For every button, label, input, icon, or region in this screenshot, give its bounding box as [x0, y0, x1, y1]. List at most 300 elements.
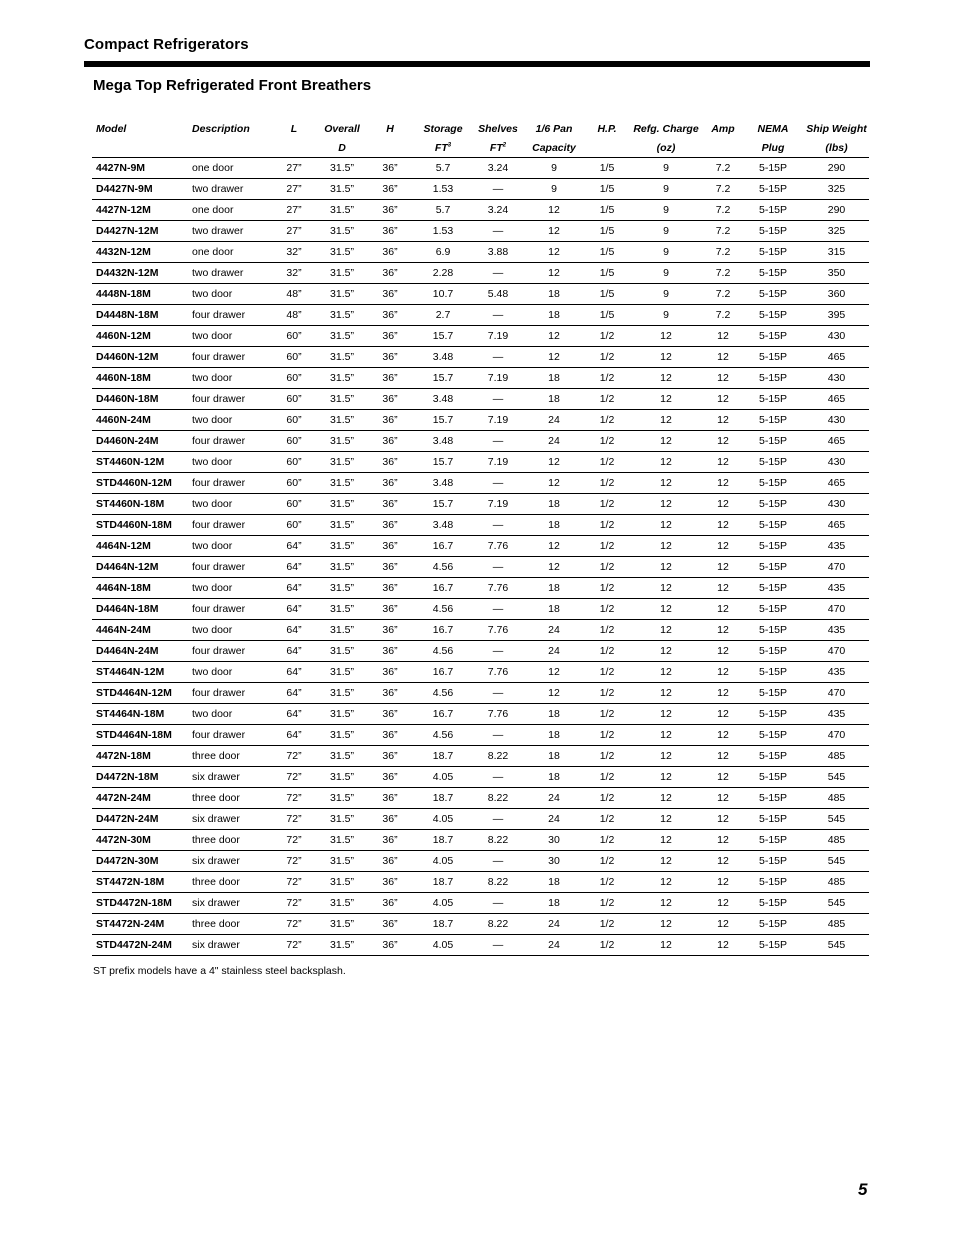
cell-nema-plug: 5-15P	[742, 893, 804, 914]
cell-nema-plug: 5-15P	[742, 473, 804, 494]
cell-h: 36”	[368, 515, 412, 536]
table-row	[92, 662, 869, 683]
cell-model: 4427N-9M	[92, 158, 188, 179]
cell-pan-capacity: 18	[522, 578, 586, 599]
cell-pan-capacity: 12	[522, 452, 586, 473]
cell-hp: 1/2	[586, 389, 628, 410]
cell-l: 64”	[272, 578, 316, 599]
cell-h: 36”	[368, 473, 412, 494]
cell-storage: 3.48	[412, 431, 474, 452]
cell-refg-charge: 9	[628, 200, 704, 221]
cell-pan-capacity: 18	[522, 284, 586, 305]
col-header-storage: Storage	[423, 122, 463, 135]
cell-ship-weight: 485	[804, 914, 869, 935]
cell-storage: 15.7	[412, 494, 474, 515]
table-row	[92, 767, 869, 788]
cell-model: STD4460N-18M	[92, 515, 188, 536]
cell-refg-charge: 12	[628, 893, 704, 914]
cell-hp: 1/2	[586, 725, 628, 746]
table-row	[92, 746, 869, 767]
cell-ship-weight: 545	[804, 893, 869, 914]
cell-l: 60”	[272, 515, 316, 536]
cell-shelves: —	[474, 851, 522, 872]
cell-nema-plug: 5-15P	[742, 683, 804, 704]
cell-hp: 1/2	[586, 872, 628, 893]
cell-pan-capacity: 24	[522, 410, 586, 431]
cell-l: 72”	[272, 809, 316, 830]
cell-pan-capacity: 24	[522, 914, 586, 935]
cell-description: two door	[188, 284, 272, 305]
cell-refg-charge: 12	[628, 704, 704, 725]
col-subheader-l	[272, 138, 316, 158]
cell-ship-weight: 465	[804, 431, 869, 452]
cell-model: 4427N-12M	[92, 200, 188, 221]
cell-shelves: —	[474, 641, 522, 662]
cell-amp: 7.2	[704, 179, 742, 200]
cell-ship-weight: 290	[804, 200, 869, 221]
cell-description: two door	[188, 704, 272, 725]
table-row	[92, 704, 869, 725]
cell-storage: 3.48	[412, 515, 474, 536]
cell-h: 36”	[368, 746, 412, 767]
col-header-pan: 1/6 Pan	[535, 122, 573, 135]
header-row-1	[92, 119, 869, 138]
table-row	[92, 158, 869, 179]
cell-pan-capacity: 12	[522, 662, 586, 683]
cell-refg-charge: 12	[628, 809, 704, 830]
cell-ship-weight: 430	[804, 494, 869, 515]
cell-pan-capacity: 12	[522, 326, 586, 347]
cell-l: 72”	[272, 830, 316, 851]
cell-amp: 12	[704, 725, 742, 746]
storage-superscript: 3	[447, 142, 452, 148]
cell-shelves: 8.22	[474, 830, 522, 851]
cell-hp: 1/2	[586, 704, 628, 725]
cell-l: 72”	[272, 914, 316, 935]
cell-storage: 16.7	[412, 620, 474, 641]
cell-h: 36”	[368, 326, 412, 347]
cell-ship-weight: 350	[804, 263, 869, 284]
cell-hp: 1/2	[586, 935, 628, 956]
cell-model: STD4472N-24M	[92, 935, 188, 956]
cell-pan-capacity: 12	[522, 683, 586, 704]
table-row	[92, 557, 869, 578]
cell-h: 36”	[368, 305, 412, 326]
col-subheader-amp	[704, 138, 742, 158]
cell-nema-plug: 5-15P	[742, 641, 804, 662]
table-row	[92, 305, 869, 326]
cell-overall-d: 31.5”	[316, 305, 368, 326]
col-header-model: Model	[96, 122, 127, 135]
cell-l: 64”	[272, 662, 316, 683]
cell-refg-charge: 12	[628, 515, 704, 536]
cell-ship-weight: 485	[804, 872, 869, 893]
cell-amp: 7.2	[704, 242, 742, 263]
col-subheader-shelves	[474, 138, 522, 158]
cell-nema-plug: 5-15P	[742, 284, 804, 305]
cell-l: 32”	[272, 242, 316, 263]
cell-nema-plug: 5-15P	[742, 326, 804, 347]
cell-shelves: 3.24	[474, 200, 522, 221]
cell-l: 64”	[272, 557, 316, 578]
cell-refg-charge: 12	[628, 935, 704, 956]
cell-description: three door	[188, 872, 272, 893]
cell-overall-d: 31.5”	[316, 851, 368, 872]
cell-amp: 12	[704, 536, 742, 557]
cell-amp: 12	[704, 473, 742, 494]
cell-ship-weight: 470	[804, 557, 869, 578]
table-row	[92, 536, 869, 557]
table-body	[92, 158, 869, 956]
cell-ship-weight: 545	[804, 767, 869, 788]
cell-refg-charge: 12	[628, 536, 704, 557]
cell-ship-weight: 485	[804, 746, 869, 767]
cell-l: 48”	[272, 284, 316, 305]
cell-amp: 7.2	[704, 158, 742, 179]
cell-overall-d: 31.5”	[316, 641, 368, 662]
cell-storage: 18.7	[412, 872, 474, 893]
cell-nema-plug: 5-15P	[742, 851, 804, 872]
cell-refg-charge: 9	[628, 242, 704, 263]
cell-overall-d: 31.5”	[316, 347, 368, 368]
cell-amp: 12	[704, 788, 742, 809]
cell-hp: 1/2	[586, 830, 628, 851]
cell-shelves: 7.76	[474, 704, 522, 725]
cell-storage: 4.05	[412, 809, 474, 830]
cell-overall-d: 31.5”	[316, 431, 368, 452]
cell-shelves: 7.76	[474, 620, 522, 641]
cell-hp: 1/2	[586, 599, 628, 620]
cell-nema-plug: 5-15P	[742, 767, 804, 788]
cell-nema-plug: 5-15P	[742, 305, 804, 326]
cell-amp: 12	[704, 683, 742, 704]
cell-shelves: —	[474, 347, 522, 368]
cell-description: four drawer	[188, 641, 272, 662]
cell-l: 60”	[272, 410, 316, 431]
cell-model: D4464N-18M	[92, 599, 188, 620]
cell-model: D4464N-12M	[92, 557, 188, 578]
cell-description: two door	[188, 410, 272, 431]
cell-h: 36”	[368, 578, 412, 599]
table-row	[92, 809, 869, 830]
cell-nema-plug: 5-15P	[742, 158, 804, 179]
cell-description: four drawer	[188, 473, 272, 494]
cell-model: ST4464N-18M	[92, 704, 188, 725]
cell-description: two drawer	[188, 263, 272, 284]
cell-refg-charge: 12	[628, 599, 704, 620]
cell-model: STD4464N-12M	[92, 683, 188, 704]
table-row	[92, 368, 869, 389]
footnote: ST prefix models have a 4" stainless steel backsplash.	[93, 965, 346, 977]
cell-hp: 1/5	[586, 179, 628, 200]
cell-refg-charge: 12	[628, 725, 704, 746]
cell-model: ST4460N-12M	[92, 452, 188, 473]
table-row	[92, 620, 869, 641]
cell-description: four drawer	[188, 347, 272, 368]
cell-nema-plug: 5-15P	[742, 830, 804, 851]
cell-ship-weight: 485	[804, 830, 869, 851]
cell-h: 36”	[368, 221, 412, 242]
cell-storage: 2.28	[412, 263, 474, 284]
table-row	[92, 494, 869, 515]
cell-description: two door	[188, 662, 272, 683]
cell-description: six drawer	[188, 893, 272, 914]
cell-nema-plug: 5-15P	[742, 242, 804, 263]
col-header-overall: Overall	[324, 122, 360, 135]
cell-model: D4432N-12M	[92, 263, 188, 284]
cell-amp: 12	[704, 914, 742, 935]
cell-refg-charge: 12	[628, 767, 704, 788]
cell-storage: 10.7	[412, 284, 474, 305]
cell-pan-capacity: 12	[522, 347, 586, 368]
cell-l: 32”	[272, 263, 316, 284]
cell-overall-d: 31.5”	[316, 599, 368, 620]
cell-refg-charge: 12	[628, 494, 704, 515]
cell-shelves: —	[474, 263, 522, 284]
cell-overall-d: 31.5”	[316, 914, 368, 935]
cell-nema-plug: 5-15P	[742, 452, 804, 473]
cell-shelves: 7.19	[474, 368, 522, 389]
cell-h: 36”	[368, 725, 412, 746]
cell-overall-d: 31.5”	[316, 494, 368, 515]
cell-nema-plug: 5-15P	[742, 704, 804, 725]
cell-overall-d: 31.5”	[316, 872, 368, 893]
cell-storage: 16.7	[412, 536, 474, 557]
cell-l: 72”	[272, 767, 316, 788]
cell-shelves: —	[474, 767, 522, 788]
cell-refg-charge: 9	[628, 179, 704, 200]
cell-amp: 12	[704, 452, 742, 473]
cell-h: 36”	[368, 368, 412, 389]
cell-l: 60”	[272, 389, 316, 410]
cell-l: 72”	[272, 788, 316, 809]
cell-shelves: —	[474, 305, 522, 326]
cell-storage: 4.56	[412, 725, 474, 746]
cell-nema-plug: 5-15P	[742, 536, 804, 557]
cell-model: 4460N-18M	[92, 368, 188, 389]
cell-l: 64”	[272, 704, 316, 725]
cell-pan-capacity: 12	[522, 263, 586, 284]
cell-description: two door	[188, 494, 272, 515]
cell-amp: 12	[704, 515, 742, 536]
cell-l: 64”	[272, 620, 316, 641]
table-row	[92, 599, 869, 620]
cell-description: four drawer	[188, 515, 272, 536]
cell-description: two door	[188, 326, 272, 347]
col-header-ship-weight: Ship Weight	[806, 122, 867, 135]
table-row	[92, 263, 869, 284]
cell-storage: 18.7	[412, 914, 474, 935]
cell-amp: 12	[704, 893, 742, 914]
cell-shelves: —	[474, 683, 522, 704]
cell-shelves: —	[474, 221, 522, 242]
cell-ship-weight: 435	[804, 578, 869, 599]
cell-hp: 1/2	[586, 494, 628, 515]
cell-nema-plug: 5-15P	[742, 914, 804, 935]
cell-l: 64”	[272, 536, 316, 557]
table-row	[92, 431, 869, 452]
shelves-superscript: 2	[502, 142, 507, 148]
cell-overall-d: 31.5”	[316, 788, 368, 809]
cell-shelves: —	[474, 893, 522, 914]
cell-amp: 12	[704, 746, 742, 767]
cell-h: 36”	[368, 536, 412, 557]
cell-hp: 1/2	[586, 620, 628, 641]
table-row	[92, 872, 869, 893]
cell-description: one door	[188, 158, 272, 179]
cell-h: 36”	[368, 830, 412, 851]
cell-l: 72”	[272, 935, 316, 956]
cell-pan-capacity: 30	[522, 851, 586, 872]
cell-h: 36”	[368, 641, 412, 662]
table-row	[92, 473, 869, 494]
col-header-description: Description	[192, 122, 250, 135]
cell-pan-capacity: 24	[522, 620, 586, 641]
table-row	[92, 683, 869, 704]
cell-l: 72”	[272, 893, 316, 914]
cell-h: 36”	[368, 242, 412, 263]
cell-ship-weight: 470	[804, 641, 869, 662]
cell-model: ST4460N-18M	[92, 494, 188, 515]
cell-hp: 1/2	[586, 746, 628, 767]
cell-refg-charge: 12	[628, 620, 704, 641]
cell-pan-capacity: 18	[522, 305, 586, 326]
cell-overall-d: 31.5”	[316, 284, 368, 305]
cell-nema-plug: 5-15P	[742, 557, 804, 578]
cell-refg-charge: 12	[628, 473, 704, 494]
cell-overall-d: 31.5”	[316, 683, 368, 704]
table-row	[92, 851, 869, 872]
table-row	[92, 200, 869, 221]
cell-nema-plug: 5-15P	[742, 599, 804, 620]
cell-l: 27”	[272, 221, 316, 242]
cell-h: 36”	[368, 431, 412, 452]
table-row	[92, 830, 869, 851]
cell-refg-charge: 12	[628, 914, 704, 935]
cell-storage: 15.7	[412, 368, 474, 389]
cell-pan-capacity: 18	[522, 872, 586, 893]
cell-nema-plug: 5-15P	[742, 578, 804, 599]
cell-h: 36”	[368, 767, 412, 788]
cell-h: 36”	[368, 872, 412, 893]
cell-nema-plug: 5-15P	[742, 809, 804, 830]
cell-refg-charge: 12	[628, 851, 704, 872]
col-subheader-refg-charge: (oz)	[628, 138, 704, 158]
cell-nema-plug: 5-15P	[742, 200, 804, 221]
cell-amp: 12	[704, 767, 742, 788]
cell-refg-charge: 12	[628, 683, 704, 704]
cell-shelves: —	[474, 389, 522, 410]
cell-model: D4427N-12M	[92, 221, 188, 242]
cell-model: D4472N-24M	[92, 809, 188, 830]
cell-description: two drawer	[188, 221, 272, 242]
cell-ship-weight: 465	[804, 473, 869, 494]
cell-hp: 1/2	[586, 515, 628, 536]
table-row	[92, 347, 869, 368]
cell-refg-charge: 12	[628, 662, 704, 683]
cell-pan-capacity: 24	[522, 809, 586, 830]
cell-ship-weight: 465	[804, 515, 869, 536]
table-row	[92, 788, 869, 809]
cell-pan-capacity: 18	[522, 389, 586, 410]
cell-hp: 1/2	[586, 368, 628, 389]
cell-overall-d: 31.5”	[316, 557, 368, 578]
cell-amp: 7.2	[704, 200, 742, 221]
cell-storage: 18.7	[412, 830, 474, 851]
cell-h: 36”	[368, 284, 412, 305]
cell-hp: 1/5	[586, 158, 628, 179]
cell-ship-weight: 430	[804, 452, 869, 473]
cell-ship-weight: 435	[804, 704, 869, 725]
cell-overall-d: 31.5”	[316, 452, 368, 473]
cell-model: STD4460N-12M	[92, 473, 188, 494]
header-row-2	[92, 138, 869, 158]
cell-storage: 4.05	[412, 893, 474, 914]
cell-pan-capacity: 18	[522, 515, 586, 536]
cell-hp: 1/5	[586, 200, 628, 221]
cell-refg-charge: 12	[628, 389, 704, 410]
cell-description: two drawer	[188, 179, 272, 200]
cell-description: one door	[188, 200, 272, 221]
cell-ship-weight: 545	[804, 935, 869, 956]
col-header-nema: NEMA	[757, 122, 789, 135]
cell-ship-weight: 545	[804, 809, 869, 830]
cell-model: D4460N-24M	[92, 431, 188, 452]
cell-storage: 6.9	[412, 242, 474, 263]
cell-overall-d: 31.5”	[316, 536, 368, 557]
cell-overall-d: 31.5”	[316, 179, 368, 200]
cell-l: 64”	[272, 641, 316, 662]
col-subheader-pan: Capacity	[522, 138, 586, 158]
cell-description: three door	[188, 830, 272, 851]
col-subheader-nema: Plug	[742, 138, 804, 158]
cell-shelves: —	[474, 473, 522, 494]
cell-ship-weight: 325	[804, 221, 869, 242]
col-header-h: H	[386, 122, 394, 135]
col-subheader-ship-weight: (lbs)	[804, 138, 869, 158]
cell-ship-weight: 435	[804, 662, 869, 683]
cell-pan-capacity: 18	[522, 494, 586, 515]
cell-model: 4460N-12M	[92, 326, 188, 347]
cell-pan-capacity: 18	[522, 704, 586, 725]
cell-amp: 7.2	[704, 263, 742, 284]
cell-l: 60”	[272, 347, 316, 368]
cell-h: 36”	[368, 179, 412, 200]
table-row	[92, 221, 869, 242]
cell-refg-charge: 12	[628, 326, 704, 347]
cell-storage: 2.7	[412, 305, 474, 326]
cell-ship-weight: 465	[804, 347, 869, 368]
cell-pan-capacity: 18	[522, 746, 586, 767]
cell-amp: 12	[704, 494, 742, 515]
cell-nema-plug: 5-15P	[742, 872, 804, 893]
cell-storage: 3.48	[412, 389, 474, 410]
cell-overall-d: 31.5”	[316, 662, 368, 683]
cell-model: ST4472N-24M	[92, 914, 188, 935]
cell-l: 27”	[272, 158, 316, 179]
cell-ship-weight: 545	[804, 851, 869, 872]
cell-ship-weight: 315	[804, 242, 869, 263]
col-header-refg-charge: Refg. Charge	[633, 122, 699, 135]
cell-ship-weight: 435	[804, 620, 869, 641]
cell-refg-charge: 9	[628, 158, 704, 179]
cell-refg-charge: 12	[628, 641, 704, 662]
cell-nema-plug: 5-15P	[742, 746, 804, 767]
col-header-l: L	[290, 122, 298, 135]
cell-shelves: 8.22	[474, 872, 522, 893]
cell-refg-charge: 12	[628, 410, 704, 431]
cell-nema-plug: 5-15P	[742, 368, 804, 389]
